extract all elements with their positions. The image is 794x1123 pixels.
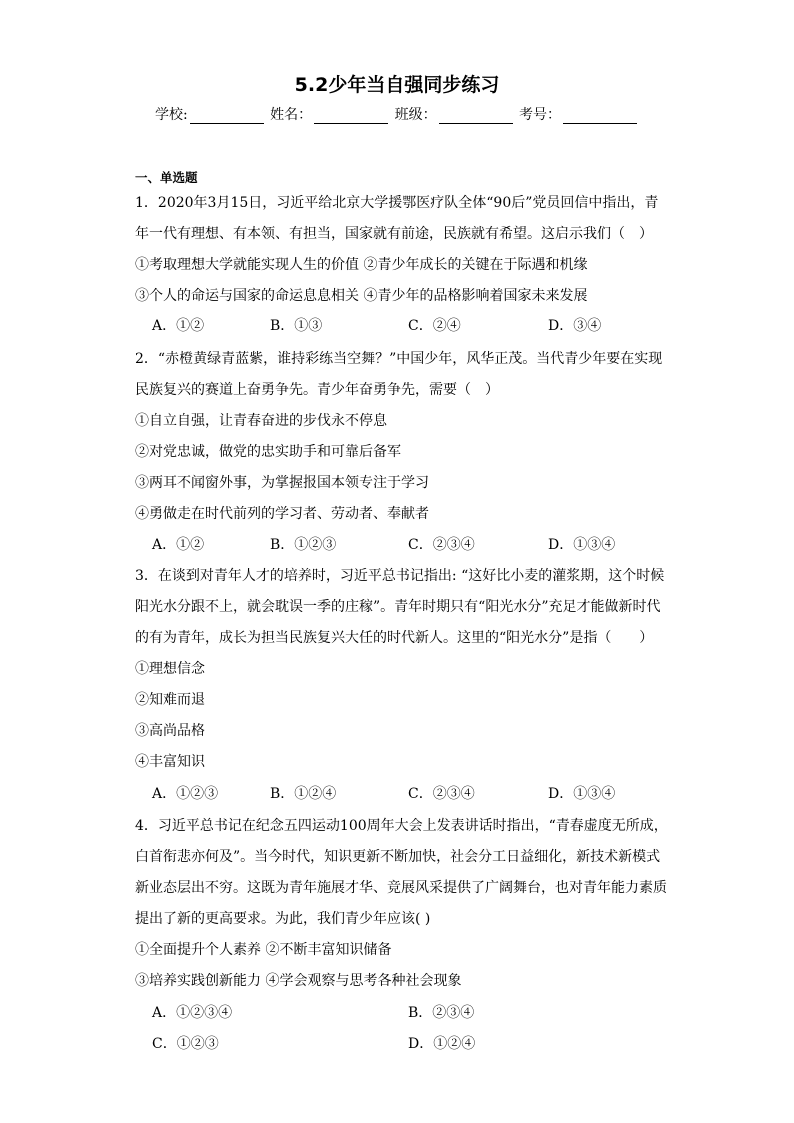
question-2-statement: ④勇做走在时代前列的学习者、劳动者、奉献者 xyxy=(135,506,429,522)
question-2-statement: ②对党忠诚，做党的忠实助手和可靠后备军 xyxy=(135,444,401,460)
option-a[interactable]: A．①② xyxy=(152,318,205,334)
option-d[interactable]: D．①③④ xyxy=(548,786,616,802)
option-c[interactable]: C．①②③ xyxy=(152,1036,219,1052)
name-blank xyxy=(314,109,388,124)
question-3-statement: ③高尚品格 xyxy=(135,723,205,739)
class-label: 班级： xyxy=(394,107,437,123)
option-c[interactable]: C．②③④ xyxy=(408,786,475,802)
question-2-statement: ①自立自强，让青春奋进的步伐永不停息 xyxy=(135,413,387,429)
page-title: 5.2少年当自强同步练习 xyxy=(294,74,500,96)
option-b[interactable]: B．①②④ xyxy=(270,786,337,802)
option-c[interactable]: C．②③④ xyxy=(408,537,475,553)
option-d[interactable]: D．①②④ xyxy=(408,1036,476,1052)
school-label: 学校: xyxy=(154,107,188,123)
question-1-statement: ③个人的命运与国家的命运息息相关 ④青少年的品格影响着国家未来发展 xyxy=(135,288,588,304)
question-4-line: 白首衔悲亦何及”。当今时代，知识更新不断加快，社会分工日益细化，新技术新模式 xyxy=(135,849,661,865)
name-label: 姓名： xyxy=(270,107,313,123)
school-blank xyxy=(190,109,264,124)
question-3-line: 阳光水分跟不上，就会耽误一季的庄稼”。青年时期只有“阳光水分”充足才能做新时代 xyxy=(135,599,661,615)
question-2-statement: ③两耳不闻窗外事，为掌握报国本领专注于学习 xyxy=(135,475,429,491)
question-1-statement: ①考取理想大学就能实现人生的价值 ②青少年成长的关键在于际遇和机缘 xyxy=(135,257,588,273)
question-2-line: 民族复兴的赛道上奋勇争先。青少年奋勇争先，需要（ ） xyxy=(135,382,499,398)
option-d[interactable]: D．①③④ xyxy=(548,537,616,553)
question-3-line: 的有为青年，成长为担当民族复兴大任的时代新人。这里的“阳光水分”是指（ ） xyxy=(135,630,654,646)
question-4-line: 提出了新的更高要求。为此，我们青少年应该( ) xyxy=(135,911,431,927)
exam-no-label: 考号： xyxy=(519,107,562,123)
question-2-line: 2．“赤橙黄绿青蓝紫，谁持彩练当空舞？”中国少年，风华正茂。当代青少年要在实现 xyxy=(135,351,663,367)
class-blank xyxy=(439,109,513,124)
exam-no-blank xyxy=(563,109,637,124)
section-heading: 一、单选题 xyxy=(135,170,198,185)
question-3-statement: ②知难而退 xyxy=(135,692,205,708)
question-4-statement: ③培养实践创新能力 ④学会观察与思考各种社会现象 xyxy=(135,973,462,989)
question-3-line: 3．在谈到对青年人才的培养时，习近平总书记指出: “这好比小麦的灌浆期，这个时候 xyxy=(135,568,665,584)
option-b[interactable]: B．①②③ xyxy=(270,537,337,553)
question-4-line: 新业态层出不穷。这既为青年施展才华、竞展风采提供了广阔舞台，也对青年能力素质 xyxy=(135,880,667,896)
question-4-statement: ①全面提升个人素养 ②不断丰富知识储备 xyxy=(135,942,392,958)
option-c[interactable]: C．②④ xyxy=(408,318,461,334)
option-a[interactable]: A．①②③④ xyxy=(152,1005,233,1021)
question-4-line: 4．习近平总书记在纪念五四运动100周年大会上发表讲话时指出，“青春虚度无所成， xyxy=(135,818,668,834)
student-info-row xyxy=(0,104,794,124)
option-a[interactable]: A．①②③ xyxy=(152,786,219,802)
option-a[interactable]: A．①② xyxy=(152,537,205,553)
question-3-statement: ④丰富知识 xyxy=(135,754,205,770)
option-b[interactable]: B．①③ xyxy=(270,318,323,334)
option-d[interactable]: D．③④ xyxy=(548,318,602,334)
question-1-line: 1．2020年3月15日，习近平给北京大学援鄂医疗队全体“90后”党员回信中指出，青 xyxy=(135,195,659,211)
question-1-line: 年一代有理想、有本领、有担当，国家就有前途，民族就有希望。这启示我们（ ） xyxy=(135,226,653,242)
option-b[interactable]: B．②③④ xyxy=(408,1005,475,1021)
question-3-statement: ①理想信念 xyxy=(135,661,205,677)
